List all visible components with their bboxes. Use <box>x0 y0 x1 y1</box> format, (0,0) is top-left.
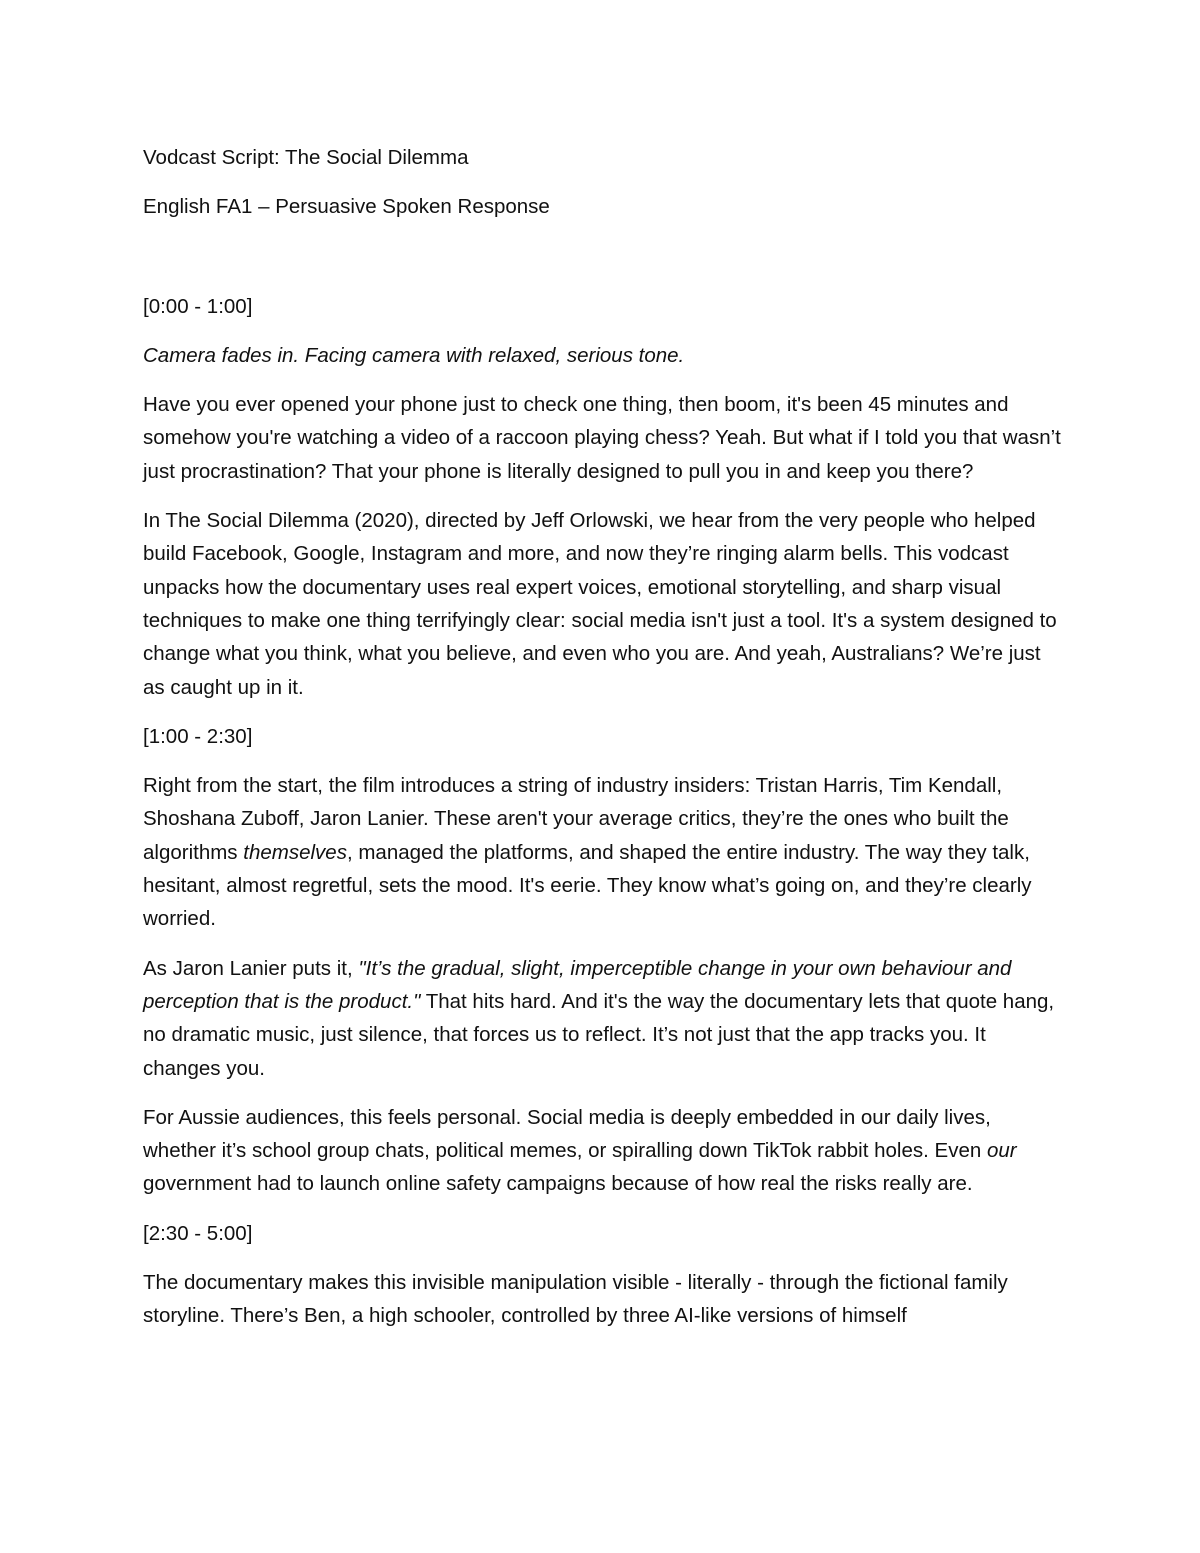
aussie-text-1: For Aussie audiences, this feels personal. Social media is deeply embedded in our daily lives, whether it’s school group chats, political memes, or spiralling down TikTok rabbit holes. Even <box>143 1105 991 1163</box>
timestamp-0-00: [0:00 - 1:00] <box>143 294 253 318</box>
lanier-quote: "It’s the gradual, slight, imperceptible change in your own behaviour and perception that is the product." <box>143 956 1012 1013</box>
insiders-text-2: , managed the platforms, and shaped the entire industry. The way they talk, hesitant, almost regretful, sets the mood. It's eerie. They know what’s going on, and they’re clearly worried. <box>143 840 1032 931</box>
paragraph-quote <box>143 952 1061 1085</box>
quote-lead: As Jaron Lanier puts it, <box>143 956 359 980</box>
aussie-emphasis: our <box>986 1139 1017 1163</box>
paragraph-intro: In The Social Dilemma (2020), directed by Jeff Orlowski, we hear from the very people who helped build Facebook, Google, Instagram and more, and now they’re ringing alarm bells. This vodcast unpacks how the documentary uses real expert voices, emotional storytelling, and sharp visual techniques to make one thing terrifyingly clear: social media isn't just a tool. It's a system designed to change what you think, what you believe, and even who you are. And yeah, Australians? We’re just as caught up in it. <box>143 509 1057 699</box>
timestamp-1-00: [1:00 - 2:30] <box>143 724 253 748</box>
stage-direction: Camera fades in. Facing camera with relaxed, serious tone. <box>143 343 685 367</box>
insiders-text-1: Right from the start, the film introduces a string of industry insiders: Tristan Harris, Tim Kendall, Shoshana Zuboff, Jaron Lanier. These aren't your average critics, they’re the ones who built the algorithms <box>143 774 1009 864</box>
quote-followup: That hits hard. And it's the way the documentary lets that quote hang, no dramatic music, just silence, that forces us to reflect. It’s not just that the app tracks you. It changes you. <box>143 989 1055 1080</box>
paragraph-family: The documentary makes this invisible manipulation visible - literally - through the fictional family storyline. There’s Ben, a high schooler, controlled by three AI-like versions of himself <box>143 1271 1008 1328</box>
paragraph-insiders <box>143 769 1061 935</box>
aussie-text-2: government had to launch online safety campaigns because of how real the risks really are. <box>143 1172 973 1196</box>
document-title: Vodcast Script: The Social Dilemma <box>143 146 469 169</box>
paragraph-aussie <box>143 1101 1061 1201</box>
document-subtitle: English FA1 – Persuasive Spoken Response <box>143 195 550 219</box>
timestamp-2-30: [2:30 - 5:00] <box>143 1221 253 1245</box>
paragraph-hook: Have you ever opened your phone just to check one thing, then boom, it's been 45 minutes and somehow you're watching a video of a raccoon playing chess? Yeah. But what if I told you that wasn’t just procrastination? That your phone is literally designed to pull you in and keep you there? <box>143 393 1061 483</box>
document-body <box>143 141 1061 1349</box>
insiders-emphasis: themselves <box>243 840 347 864</box>
